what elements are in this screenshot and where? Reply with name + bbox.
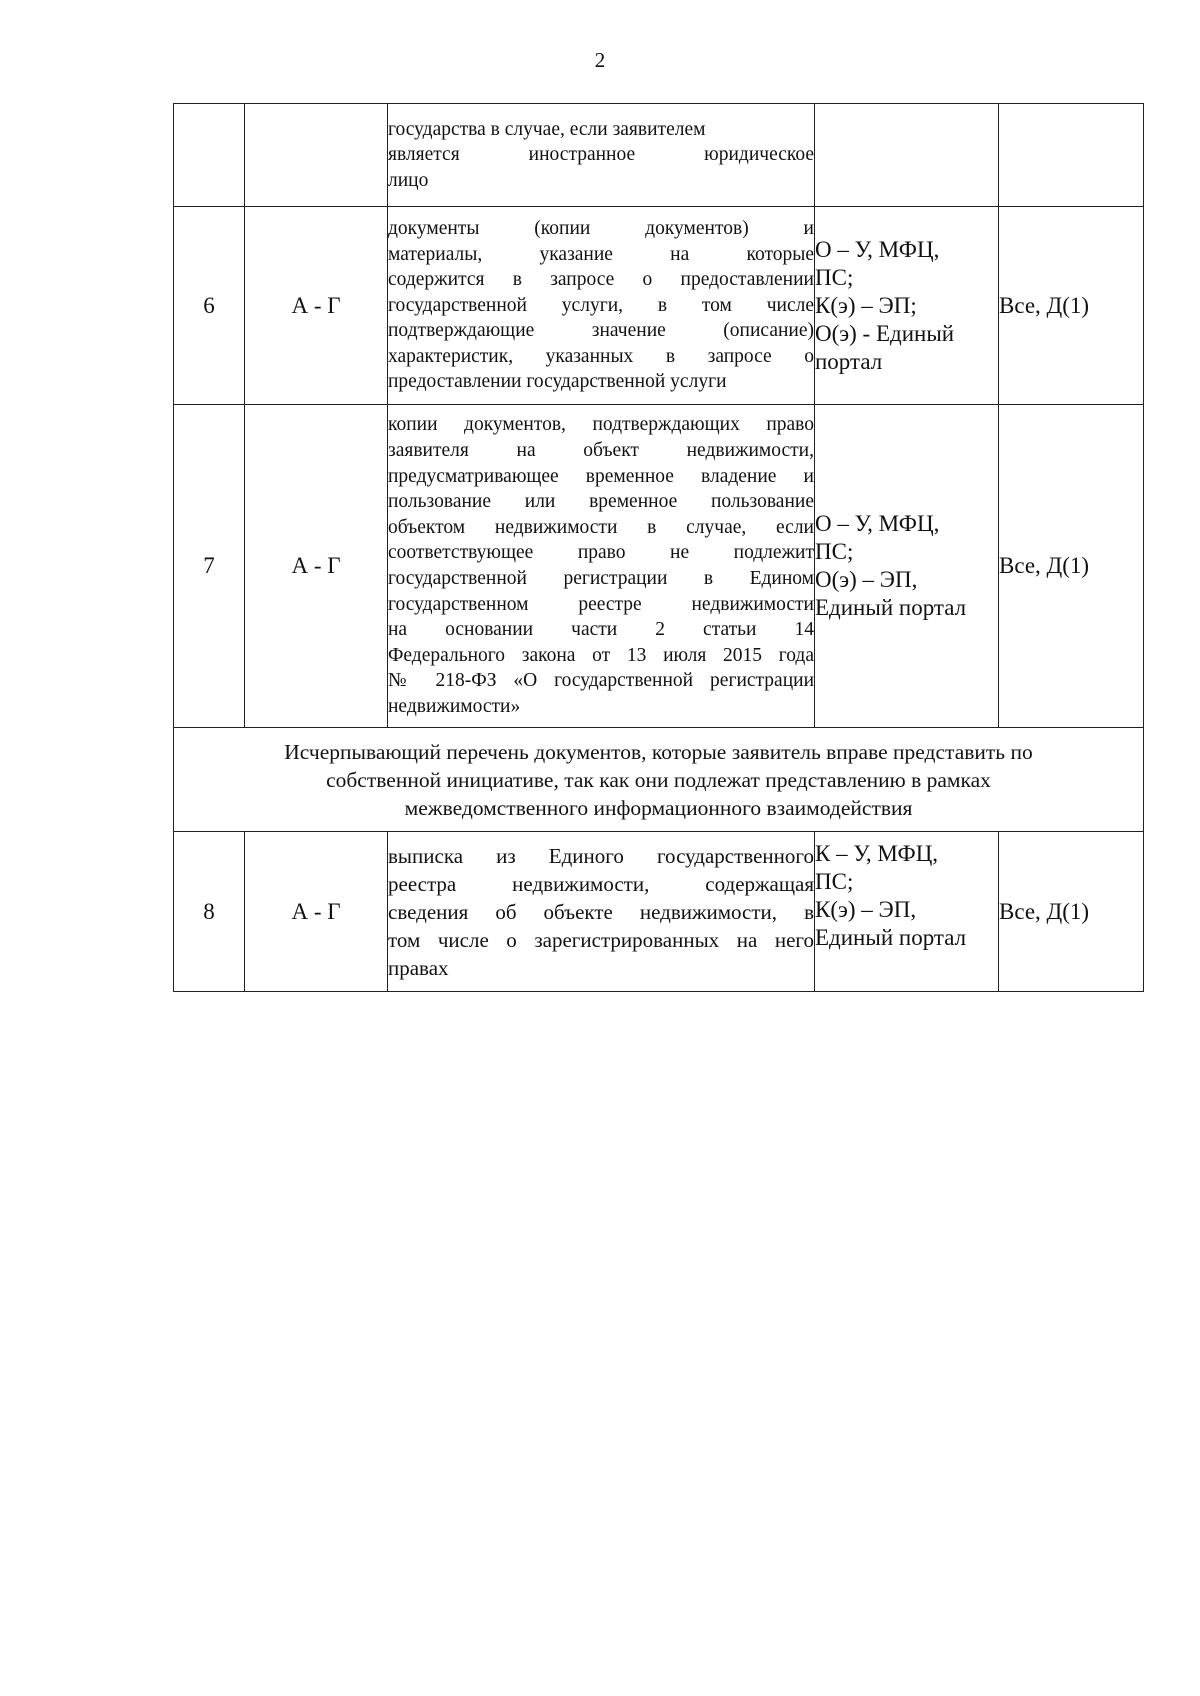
applicant-category: А - Г [245, 207, 388, 405]
document-description-cell [388, 832, 815, 992]
doc-line: является иностранное юридическое [388, 144, 814, 166]
submission-method-cell [815, 207, 999, 405]
doc-line: том числе о зарегистрированных на него [388, 927, 814, 952]
method-line: ПС; [815, 264, 854, 290]
doc-line: реестра недвижимости, содержащая [388, 871, 814, 896]
section-heading-row [174, 728, 1144, 832]
applicant-category-cell [245, 104, 388, 207]
method-line: К(э) – ЭП, [815, 897, 917, 922]
doc-line: заявителя на объект недвижимости, [388, 440, 814, 462]
doc-line: документы (копии документов) и [388, 217, 814, 239]
recipient-cell: Все, Д(1) [999, 832, 1144, 992]
doc-line: копии документов, подтверждающих право [388, 414, 814, 436]
row-number: 8 [174, 832, 245, 992]
doc-line: на основании части 2 статьи 14 [388, 619, 814, 641]
applicant-category: А - Г [245, 405, 388, 728]
doc-line: объектом недвижимости в случае, если [388, 516, 814, 538]
section-heading [174, 728, 1144, 832]
document-description-cell [388, 405, 815, 728]
row-number-cell [174, 104, 245, 207]
doc-line: государства в случае, если заявителем [388, 118, 706, 140]
method-line: О – У, МФЦ, [815, 236, 940, 262]
row-number: 6 [174, 207, 245, 405]
doc-line: № 218-ФЗ «О государственной регистрации [388, 670, 814, 692]
method-line: Единый портал [815, 595, 967, 620]
table-row-6 [174, 207, 1144, 405]
method-line: ПС; [815, 539, 854, 564]
doc-line: лицо [388, 169, 429, 191]
table-row-continuation [174, 104, 1144, 207]
doc-line: пользование или временное пользование [388, 491, 814, 513]
doc-line: государственной регистрации в Едином [388, 568, 814, 589]
doc-line: предоставлении государственной услуги [388, 371, 727, 393]
submission-method-cell [815, 832, 999, 992]
doc-line: характеристик, указанных в запросе о [388, 345, 814, 367]
section-heading-line: межведомственного информационного взаимодействия [404, 795, 913, 820]
method-line: О – У, МФЦ, [815, 511, 940, 536]
method-line: К – У, МФЦ, [815, 841, 939, 866]
doc-line: содержится в запросе о предоставлении [388, 269, 814, 291]
doc-line: выписка из Единого государственного [388, 843, 814, 868]
documents-table [173, 103, 1144, 992]
doc-line: сведения об объекте недвижимости, в [388, 899, 814, 924]
section-heading-line: Исчерпывающий перечень документов, которые заявитель вправе представить по [284, 739, 1033, 764]
recipient-cell: Все, Д(1) [999, 207, 1144, 405]
method-line: К(э) – ЭП; [815, 292, 917, 318]
recipient-cell [999, 104, 1144, 207]
document-description-cell [388, 104, 815, 207]
doc-line: недвижимости» [388, 695, 521, 717]
doc-line: Федерального закона от 13 июля 2015 года [388, 644, 814, 666]
doc-line: правах [388, 955, 449, 980]
applicant-category: А - Г [245, 832, 388, 992]
submission-method-cell [815, 104, 999, 207]
section-heading-line: собственной инициативе, так как они подлежат представлению в рамках [326, 767, 991, 792]
submission-method-cell [815, 405, 999, 728]
method-line: портал [815, 348, 883, 374]
doc-line: предусматривающее временное владение и [388, 465, 814, 487]
doc-line: материалы, указание на которые [388, 243, 814, 265]
doc-line: государственной услуги, в том числе [388, 294, 814, 316]
table-row-8 [174, 832, 1144, 992]
method-line: ПС; [815, 869, 854, 894]
document-description-cell [388, 207, 815, 405]
page-number: 2 [594, 48, 606, 72]
doc-line: государственном реестре недвижимости [388, 593, 814, 615]
doc-line: соответствующее право не подлежит [388, 542, 814, 564]
table-row-7 [174, 405, 1144, 728]
method-line: О(э) – ЭП, [815, 567, 918, 592]
row-number: 7 [174, 405, 245, 728]
recipient-cell: Все, Д(1) [999, 405, 1144, 728]
method-line: О(э) - Единый [815, 320, 955, 346]
method-line: Единый портал [815, 925, 967, 950]
doc-line: подтверждающие значение (описание) [388, 320, 814, 342]
